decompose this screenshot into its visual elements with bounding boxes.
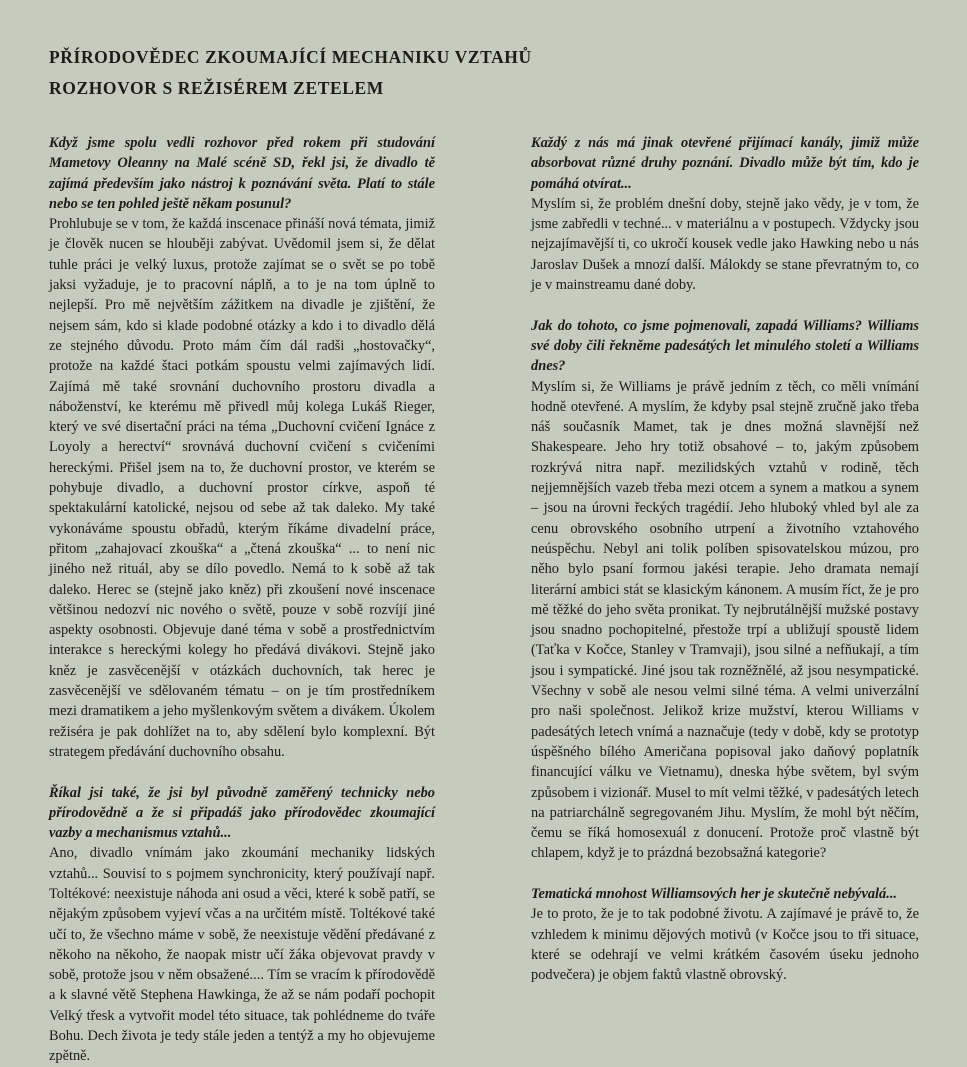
title-line-2: ROZHOVOR S REŽISÉREM ZETELEM <box>49 78 384 98</box>
answer-5: Je to proto, že je to tak podobné životu. A zajímavé je právě to, že vzhledem k minimu dějových motivů (v Kočce jsou to tři situace, které se odehrají ve velmi krátkém časovém úseku jednoho podvečera) je objem faktů vlastně obrovský. <box>531 906 919 984</box>
paragraph-gap <box>531 864 919 884</box>
paragraph-gap <box>531 295 919 315</box>
question-1: Když jsme spolu vedli rozhovor před rokem při studování Mametovy Oleanny na Malé scéně SD, řekl jsi, že divadlo tě zajímá především jako nástroj k poznávání světa. Platí to stále nebo se ten pohled ještě někam posunul? <box>49 135 435 212</box>
answer-2: Ano, divadlo vnímám jako zkoumání mechaniky lidských vztahů... Souvisí to s pojmem synchronicity, který používají např. Toltékové: neexistuje náhoda ani osud a věci, které k sobě patří, se nějakým způsobem vyjeví včas a na určitém místě. Toltékové také učí to, že všechno máme v sobě, že neexistuje vědění předávané z někoho na někoho, že naopak mistr učí žáka objevovat pravdy v sobě, protože jsou v něm obsažené.... Tím se vracím k přírodovědě a k slavné větě Stephena Hawkinga, že až se nám podaří pochopit Velký třesk a vytvořit model této situace, tak pohlédneme do tváře Bohu. Dech života je tedy stále jeden a tentýž a my ho objevujeme zpětně. <box>49 845 435 1065</box>
left-column <box>49 133 435 1067</box>
question-2: Říkal jsi také, že jsi byl původně zaměřený technicky nebo přírodovědně a že si připadáš jako přírodovědec zkoumající vazby a mechanismus vztahů... <box>49 784 435 842</box>
answer-1: Prohlubuje se v tom, že každá inscenace přináší nová témata, jimiž je člověk nucen se hlouběji zabývat. Uvědomil jsem si, že dělat tuhle práci je velký luxus, protože zajímat se o svět se po tobě jaksi vyžaduje, je to pracovní náplň, a to je na tom úplně to nejlepší. Pro mě největším zážitkem na divadle je zjištění, že nejsem sám, kdo si klade podobné otázky a kdo i to divadlo dělá ze stejného důvodu. Proto mám čím dál radši „hostovačky“, protože na každé štaci potkám spoustu velmi zajímavých lidí. Zajímá mě také srovnání duchovního prostoru divadla a náboženství, ke kterému mě přivedl můj kolega Lukáš Rieger, který ve své disertační práci na téma „Duchovní cvičení Ignáce z Loyoly a herectví“ srovnává duchovní cvičení s cvičeními hereckými. Přišel jsem na to, že duchovní prostor, ve kterém se pohybuje divadlo, a duchovní prostor církve, aspoň té spektakulární katolické, nejsou od sebe až tak daleko. My také vykonáváme spoustu obřadů, kterým říkáme divadelní práce, přitom „zahajovací zkouška“ a „čtená zkouška“ ... to není nic jiného než rituál, aby se dílo povedlo. Nemá to k sobě až tak daleko. Herec se (stejně jako kněz) při zkoušení nové inscenace většinou nedozví nic nového o světě, pouze v sobě rozvíjí jiné aspekty osobnosti. Objevuje dané téma v sobě a prostřednictvím interakce s hereckými kolegy ho předává divákovi. Stejně jako kněz je zasvěcenější v otázkách duchovních, tak herec je zasvěcenější ve sdělovaném tématu – on je tím prostředníkem mezi dramatikem a jeho myšlenkovým světem a divákem. Úkolem režiséra je pak dohlížet na to, aby sdělení bylo komplexní. Být strategem předávání duchovního obsahu. <box>49 216 435 760</box>
right-column <box>531 133 919 985</box>
question-4: Jak do tohoto, co jsme pojmenovali, zapadá Williams? Williams své doby čili řekněme padesátých let minulého století a Williams dnes? <box>531 317 919 375</box>
question-5: Tematická mnohost Williamsových her je skutečně nebývalá... <box>531 885 898 902</box>
title-line-1: PŘÍRODOVĚDEC ZKOUMAJÍCÍ MECHANIKU VZTAHŮ <box>49 47 532 67</box>
article-title <box>49 42 929 104</box>
answer-3: Myslím si, že problém dnešní doby, stejně jako vědy, je v tom, že jsme zabředli v techné... v materiálnu a v postupech. Vždycky jsou nejzajímavější ti, co ukročí kousek vedle jako Hawking nebo u nás Jaroslav Dušek a mnozí další. Málokdy se stane převratným to, co je v mainstreamu dané doby. <box>531 195 919 294</box>
paragraph-gap <box>49 762 435 782</box>
answer-4: Myslím si, že Williams je právě jedním z těch, co měli vnímání hodně otevřené. A myslím, že kdyby psal stejně zručně jako třeba náš současník Mamet, tak je dnes možná slavnější než Shakespeare. Jeho hry totiž obsahové – to, jakým způsobem rozkrývá nitra např. mezilidských vztahů v rodině, těch nejjemnějších vazeb třeba mezi otcem a synem a matkou a synem – jsou na úrovni řeckých tragédií. Jeho hluboký vhled byl ale za cenu obrovského osobního utrpení a životního vztahového neúspěchu. Nebyl ani tolik políben spisovatelskou múzou, pro něho bylo psaní formou jakési terapie. Jeho dramata nemají literární ambici stát se klasickým kánonem. A musím říct, že je pro mě těžké do jeho světa pronikat. Ty nejbrutálnější mužské postavy jsou snadno pochopitelné, přestože trpí a ubližují spoustě lidem (Taťka v Kočce, Stanley v Tramvaji), jsou silné a nefňukají, a tím jsou i sympatické. Jiné jsou tak rozněžnělé, až jsou nesympatické. Všechny v sobě ale nesou velmi silné téma. A velmi univerzální pro naši společnost. Jelikož krize mužství, kterou Williams v padesátých letech vnímá a naznačuje (tedy v době, kdy se prototyp úspěšného bílého Američana popisoval jako daňový poplatník financující válku ve Vietnamu), dneska hýbe světem, byl svým způsobem i vizionář. Musel to mít velmi těžké, v padesátých letech na patriarchálně segregovaném Jihu. Myslím, že mohl být něčím, čemu se říká homosexuál z donucení. Protože proč vlastně být chlapem, když je to prázdná bezobsažná kategorie? <box>531 378 919 862</box>
question-3: Každý z nás má jinak otevřené přijímací kanály, jimiž může absorbovat různé druhy poznání. Divadlo může být tím, kdo je pomáhá otvírat... <box>531 135 919 192</box>
